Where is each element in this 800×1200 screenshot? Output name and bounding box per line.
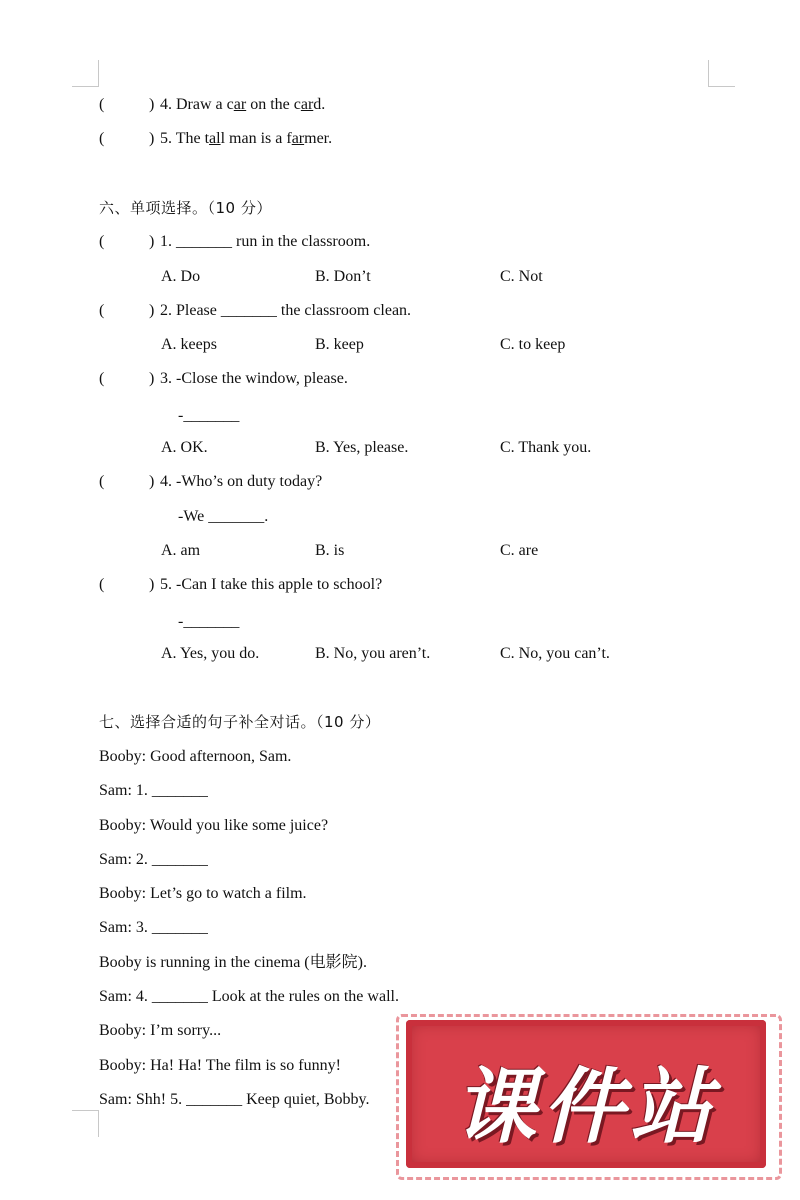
text-segment: d. (313, 96, 326, 113)
question-text: Please _______ the classroom clean. (176, 302, 412, 319)
margin-corner-bottom-left (72, 1110, 99, 1137)
dialogue-line: Booby: Let’s go to watch a film. (99, 885, 307, 902)
answer-paren-close: ) (149, 370, 155, 387)
answer-paren-close: ) (149, 96, 155, 113)
question-text: _______ run in the classroom. (176, 233, 371, 250)
question-text: -Close the window, please. (176, 370, 348, 387)
option-b: B. No, you aren’t. (315, 645, 431, 662)
question-number: 3. (160, 370, 172, 387)
section6-heading: 六、单项选择。（10 分） (99, 199, 272, 217)
answer-paren-open: ( (99, 130, 105, 147)
answer-paren-close: ) (149, 473, 155, 490)
question-number: 2. (160, 302, 172, 319)
question-text: -Can I take this apple to school? (176, 576, 383, 593)
option-a: A. Do (161, 268, 201, 285)
answer-paren-close: ) (149, 233, 155, 250)
text-segment: l man is a f (220, 130, 292, 147)
dialogue-line: Sam: 2. _______ (99, 851, 208, 868)
margin-corner-top-right (708, 60, 735, 87)
question-stem (160, 301, 411, 321)
answer-paren-open: ( (99, 96, 105, 113)
answer-paren-open: ( (99, 473, 105, 490)
item-number: 5. (160, 130, 172, 147)
underlined-letters: ar (291, 130, 305, 147)
reply-blank: -We _______. (178, 508, 269, 525)
option-c: C. Not (500, 268, 543, 285)
dialogue-line: Booby is running in the cinema (电影院). (99, 954, 367, 971)
option-b: B. Yes, please. (315, 439, 409, 456)
watermark-text: 课件站 (454, 1060, 718, 1155)
option-a: A. keeps (161, 336, 217, 353)
underlined-letters: ar (300, 96, 314, 113)
answer-paren-close: ) (149, 130, 155, 147)
underlined-letters: al (209, 130, 221, 147)
question-stem (160, 369, 348, 389)
option-a: A. am (161, 542, 201, 559)
option-b: B. is (315, 542, 345, 559)
answer-paren-open: ( (99, 302, 105, 319)
item-number: 4. (160, 96, 172, 113)
text-segment: Draw a (176, 96, 227, 113)
reply-blank: -_______ (178, 613, 240, 630)
watermark-stamp (406, 1020, 766, 1168)
item-text (160, 95, 325, 115)
option-c: C. to keep (500, 336, 566, 353)
option-a: A. OK. (161, 439, 208, 456)
option-a: A. Yes, you do. (161, 645, 260, 662)
item-text (160, 129, 332, 149)
text-segment: c (226, 96, 234, 113)
margin-corner-top-left (72, 60, 99, 87)
reply-blank: -_______ (178, 407, 240, 424)
question-stem (160, 232, 370, 252)
answer-paren-close: ) (149, 302, 155, 319)
underlined-letters: ar (233, 96, 247, 113)
answer-paren-open: ( (99, 233, 105, 250)
option-c: C. No, you can’t. (500, 645, 610, 662)
option-b: B. keep (315, 336, 364, 353)
dialogue-line: Sam: 1. _______ (99, 782, 208, 799)
dialogue-line: Booby: Good afternoon, Sam. (99, 748, 292, 765)
question-text: -Who’s on duty today? (176, 473, 323, 490)
dialogue-line: Sam: Shh! 5. _______ Keep quiet, Bobby. (99, 1091, 370, 1108)
text-segment: mer. (304, 130, 333, 147)
dialogue-line: Sam: 3. _______ (99, 919, 208, 936)
section7-heading: 七、选择合适的句子补全对话。（10 分） (99, 713, 381, 731)
dialogue-line: Booby: Would you like some juice? (99, 817, 329, 834)
dialogue-line: Sam: 4. _______ Look at the rules on the wall. (99, 988, 399, 1005)
option-b: B. Don’t (315, 268, 371, 285)
answer-paren-open: ( (99, 370, 105, 387)
option-c: C. are (500, 542, 539, 559)
question-stem (160, 575, 382, 595)
question-number: 4. (160, 473, 172, 490)
dialogue-line: Booby: I’m sorry... (99, 1022, 222, 1039)
text-segment: The t (175, 130, 210, 147)
dialogue-line: Booby: Ha! Ha! The film is so funny! (99, 1057, 341, 1074)
answer-paren-close: ) (149, 576, 155, 593)
text-segment: on the c (246, 96, 301, 113)
option-c: C. Thank you. (500, 439, 592, 456)
question-number: 5. (160, 576, 172, 593)
question-number: 1. (160, 233, 172, 250)
answer-paren-open: ( (99, 576, 105, 593)
question-stem (160, 472, 322, 492)
